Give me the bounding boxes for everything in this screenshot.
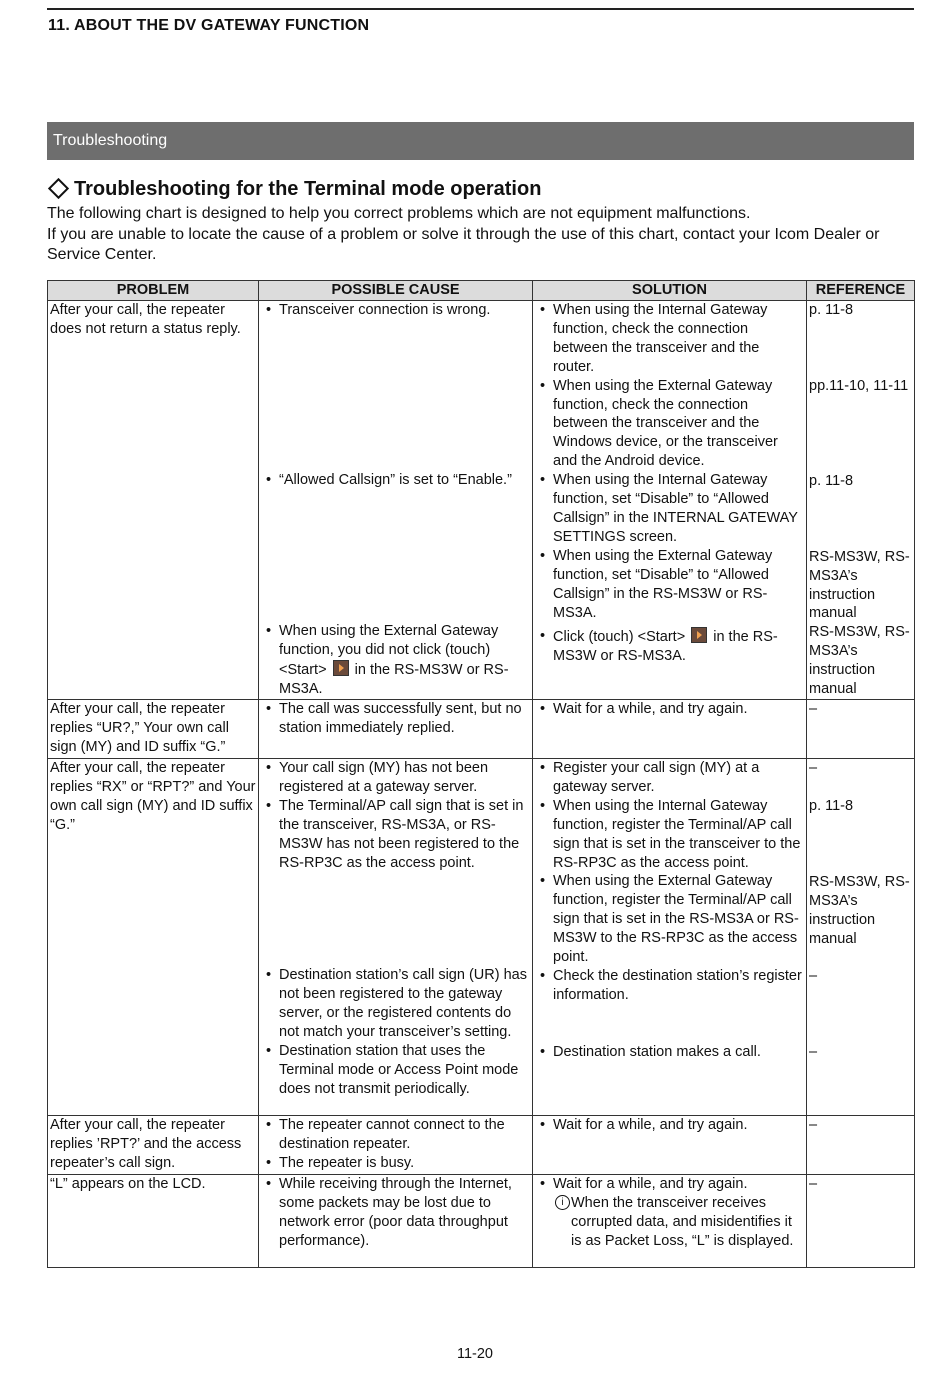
info-icon: i xyxy=(555,1195,570,1210)
problem-text: “L” appears on the LCD. xyxy=(50,1175,206,1192)
cause-cell xyxy=(259,758,533,1115)
cause-text: in the RS-MS3W or RS-MS3A. xyxy=(279,661,509,697)
solution-text: Click (touch) <Start> xyxy=(553,629,686,646)
problem-cell xyxy=(48,1174,259,1267)
table-row xyxy=(48,1174,915,1267)
cause-item: • The Terminal/AP call sign that is set in the transceiver, RS-MS3A, or RS-MS3W has not been registered to the RS-RP3C as the access point. xyxy=(261,797,530,873)
chapter-title: 11. ABOUT THE DV GATEWAY FUNCTION xyxy=(48,17,370,34)
intro-line-1: The following chart is designed to help you correct problems which are not equipment malfunctions. xyxy=(47,205,751,222)
spacer xyxy=(809,396,912,472)
table-row xyxy=(48,301,915,700)
reference-text: – xyxy=(809,1175,818,1192)
reference-text: p. 11-8 xyxy=(809,472,854,489)
solution-item xyxy=(535,627,804,666)
header-solution: SOLUTION xyxy=(533,281,807,301)
table-row xyxy=(48,758,915,1115)
section-title-bar: Troubleshooting xyxy=(47,122,914,160)
spacer xyxy=(809,491,912,548)
solution-item: • Check the destination station’s register information. xyxy=(535,967,804,1005)
solution-cell xyxy=(533,1115,807,1174)
reference-text: – xyxy=(809,968,818,985)
reference-text: RS-MS3W, RS-MS3A’s instruction manual xyxy=(809,624,910,698)
solution-item: • Destination station makes a call. xyxy=(535,1043,804,1062)
solution-item: • Wait for a while, and try again. xyxy=(535,700,804,719)
spacer xyxy=(261,872,530,966)
solution-note xyxy=(535,1194,804,1251)
cause-item: • Destination station that uses the Terminal mode or Access Point mode does not transmit periodically. xyxy=(261,1042,530,1099)
intro-line-2: If you are unable to locate the cause of a problem or solve it through the use of this chart, contact your Icom Dealer or Service Center. xyxy=(47,225,880,263)
problem-text: After your call, the repeater replies “RX” or “RPT?” and Your own call sign (MY) and ID suffix “G.” xyxy=(50,759,256,833)
start-play-icon xyxy=(691,627,707,643)
cause-text: When using the External Gateway function, you did not click (touch) <Start> xyxy=(279,622,499,678)
problem-text: After your call, the repeater replies “UR?,” Your own call sign (MY) and ID suffix “G.” xyxy=(50,700,229,755)
spacer xyxy=(809,320,912,377)
note-text: When the transceiver receives corrupted data, and misidentifies it is as Packet Loss, “L” is displayed. xyxy=(571,1194,794,1249)
problem-cell xyxy=(48,301,259,700)
diamond-icon xyxy=(48,178,69,199)
reference-text: p. 11-8 xyxy=(809,302,854,318)
problem-text: After your call, the repeater does not return a status reply. xyxy=(50,302,241,337)
reference-cell xyxy=(807,301,915,700)
header-cause: POSSIBLE CAUSE xyxy=(259,281,533,301)
cause-item: • The call was successfully sent, but no station immediately replied. xyxy=(261,700,530,738)
reference-cell xyxy=(807,1115,915,1174)
header-problem: PROBLEM xyxy=(48,281,259,301)
reference-cell xyxy=(807,1174,915,1267)
subsection-title: Troubleshooting for the Terminal mode operation xyxy=(74,178,542,200)
page-number: 11-20 xyxy=(456,1346,493,1362)
solution-item: • When using the Internal Gateway function, set “Disable” to “Allowed Callsign” in the INTERNAL GATEWAY SETTINGS screen. xyxy=(535,471,804,547)
spacer xyxy=(261,490,530,622)
solution-item: • When using the External Gateway function, register the Terminal/AP call sign that is set in the RS-MS3A or RS-MS3W to the RS-RP3C as the access point. xyxy=(535,872,804,967)
cause-item: • The repeater is busy. xyxy=(261,1154,530,1173)
problem-cell xyxy=(48,758,259,1115)
cause-item: • The repeater cannot connect to the destination repeater. xyxy=(261,1116,530,1154)
reference-text: – xyxy=(809,759,818,776)
solution-cell xyxy=(533,758,807,1115)
reference-cell xyxy=(807,758,915,1115)
spacer xyxy=(535,1005,804,1043)
reference-text: pp.11-10, 11-11 xyxy=(809,377,909,394)
solution-item: • When using the Internal Gateway function, register the Terminal/AP call sign that is set in the transceiver to the RS-RP3C as the access point. xyxy=(535,797,804,873)
problem-text: After your call, the repeater replies ’RPT?’ and the access repeater’s call sign. xyxy=(50,1116,242,1171)
spacer xyxy=(809,778,912,797)
solution-cell xyxy=(533,301,807,700)
table-row xyxy=(48,699,915,758)
cause-item: • Transceiver connection is wrong. xyxy=(261,301,530,320)
cause-cell xyxy=(259,1174,533,1267)
table-header-row xyxy=(48,281,915,301)
reference-cell xyxy=(807,699,915,758)
cause-cell xyxy=(259,301,533,700)
header-rule xyxy=(47,8,914,10)
solution-item: • When using the External Gateway function, check the connection between the transceiver and the Windows device, or the transceiver and the Android device. xyxy=(535,377,804,472)
reference-text: RS-MS3W, RS-MS3A’s instruction manual xyxy=(809,873,910,947)
table-row xyxy=(48,1115,915,1174)
reference-text: p. 11-8 xyxy=(809,797,854,814)
solution-item: • Wait for a while, and try again. xyxy=(535,1175,804,1194)
cause-cell xyxy=(259,1115,533,1174)
solution-item: • When using the External Gateway function, set “Disable” to “Allowed Callsign” in the RS-MS3W or RS-MS3A. xyxy=(535,547,804,623)
solution-text: in the RS-MS3W or RS-MS3A. xyxy=(553,629,778,665)
intro-text xyxy=(47,204,917,266)
problem-cell xyxy=(48,1115,259,1174)
reference-text: – xyxy=(809,700,818,717)
spacer xyxy=(809,816,912,873)
spacer xyxy=(809,986,912,1043)
reference-text: RS-MS3W, RS-MS3A’s instruction manual xyxy=(809,548,910,622)
cause-cell xyxy=(259,699,533,758)
solution-cell xyxy=(533,1174,807,1267)
cause-item: • Destination station’s call sign (UR) has not been registered to the gateway server, or the registered contents do not match your transceiver’s setting. xyxy=(261,966,530,1042)
cause-item: • “Allowed Callsign” is set to “Enable.” xyxy=(261,471,530,490)
spacer xyxy=(261,320,530,471)
solution-cell xyxy=(533,699,807,758)
reference-text: – xyxy=(809,1116,818,1133)
cause-item: • While receiving through the Internet, some packets may be lost due to network error (poor data throughput performance). xyxy=(261,1175,530,1251)
header-reference: REFERENCE xyxy=(807,281,915,301)
solution-item: • Register your call sign (MY) at a gateway server. xyxy=(535,759,804,797)
problem-cell xyxy=(48,699,259,758)
subsection-heading xyxy=(47,178,541,201)
solution-item: • Wait for a while, and try again. xyxy=(535,1116,804,1135)
solution-item: • When using the Internal Gateway function, check the connection between the transceiver and the router. xyxy=(535,301,804,377)
troubleshooting-table xyxy=(47,280,915,1268)
reference-text: – xyxy=(809,1044,818,1061)
spacer xyxy=(809,948,912,967)
cause-item xyxy=(261,622,530,699)
cause-item: • Your call sign (MY) has not been registered at a gateway server. xyxy=(261,759,530,797)
start-play-icon xyxy=(333,660,349,676)
